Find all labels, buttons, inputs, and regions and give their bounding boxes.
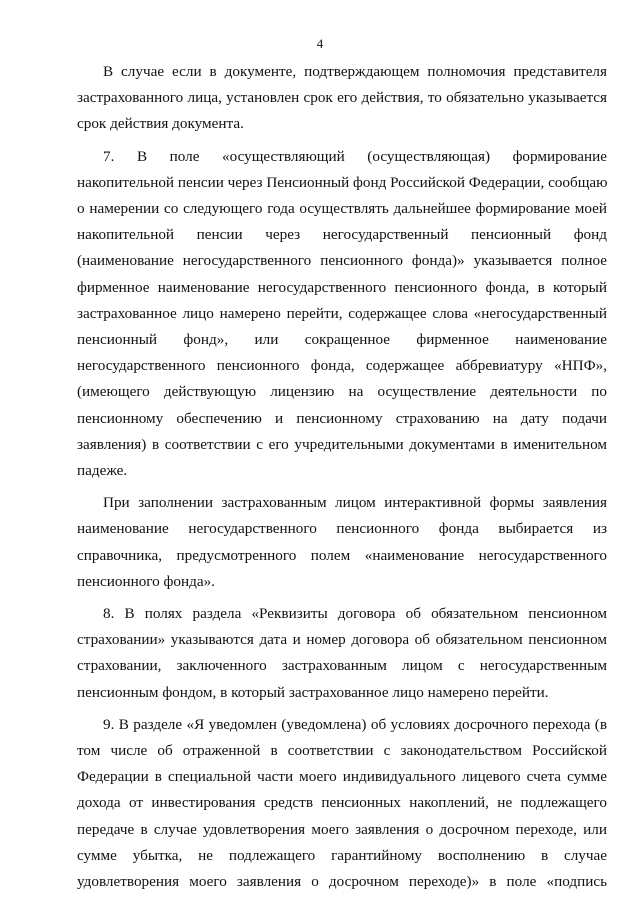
text-line: При заполнении застрахованным лицом интерактивной формы заявления (103, 494, 607, 512)
paragraph (77, 490, 607, 595)
paragraph (77, 712, 607, 895)
text-line: Федерации в специальной части моего индивидуального лицевого счета сумме (77, 768, 607, 786)
text-line: пенсионному обеспечению и пенсионному страхованию на дату подачи (77, 409, 607, 427)
text-line: справочника, предусмотренного полем «наименование негосударственного (77, 546, 607, 564)
text-line: негосударственного пенсионного фонда, содержащее аббревиатуру «НПФ», (77, 357, 607, 375)
text-line: 8. В полях раздела «Реквизиты договора об обязательном пенсионном (103, 605, 607, 623)
paragraph (77, 601, 607, 706)
text-line: передаче в случае удовлетворения моего заявления о досрочном переходе, или (77, 820, 607, 838)
text-line: о намерении со следующего года осуществлять дальнейшее формирование моей (77, 200, 607, 218)
text-line: накопительной пенсии через негосударственный пенсионный фонд (77, 226, 607, 244)
text-line: 7. В поле «осуществляющий (осуществляющая) формирование (103, 147, 607, 165)
page-number: 4 (316, 36, 324, 51)
text-line: 9. В разделе «Я уведомлен (уведомлена) об условиях досрочного перехода (в (103, 715, 607, 733)
text-line: В случае если в документе, подтверждающем полномочия представителя (103, 63, 607, 80)
text-line: пенсионный фонд», или сокращенное фирменное наименование (77, 331, 607, 349)
paragraph (77, 59, 607, 138)
text-line: пенсионного фонда». (77, 572, 215, 590)
text-line: сумме убытка, не подлежащего гарантийному восполнению в случае (77, 846, 607, 864)
text-line: заявления) в соответствии с его учредительными документами в именительном (77, 435, 607, 453)
text-line: удовлетворения моего заявления о досрочном переходе)» в поле «подпись (77, 873, 607, 891)
paragraph (77, 144, 607, 485)
text-line: застрахованного лица, установлен срок его действия, то обязательно указывается (77, 89, 607, 107)
text-line: страховании, заключенного застрахованным лицом с негосударственным (77, 657, 607, 675)
text-line: застрахованное лицо намерено перейти, содержащее слова «негосударственный (77, 304, 607, 322)
document-body (77, 59, 607, 895)
text-line: дохода от инвестирования средств пенсионных накоплений, не подлежащего (77, 794, 607, 812)
text-line: срок действия документа. (77, 115, 244, 133)
text-line: пенсионным фондом, в который застрахованное лицо намерено перейти. (77, 683, 549, 701)
text-line: накопительной пенсии через Пенсионный фонд Российской Федерации, сообщаю (77, 173, 608, 191)
text-line: (наименование негосударственного пенсионного фонда)» указывается полное (77, 252, 607, 270)
text-line: фирменное наименование негосударственного пенсионного фонда, в который (77, 278, 607, 296)
text-line: падеже. (77, 462, 128, 480)
text-line: наименование негосударственного пенсионного фонда выбирается из (77, 520, 607, 538)
text-line: страховании» указываются дата и номер договора об обязательном пенсионном (77, 631, 607, 649)
text-line: (имеющего действующую лицензию на осуществление деятельности по (77, 383, 607, 401)
text-line: том числе об отраженной в соответствии с законодательством Российской (77, 742, 607, 760)
